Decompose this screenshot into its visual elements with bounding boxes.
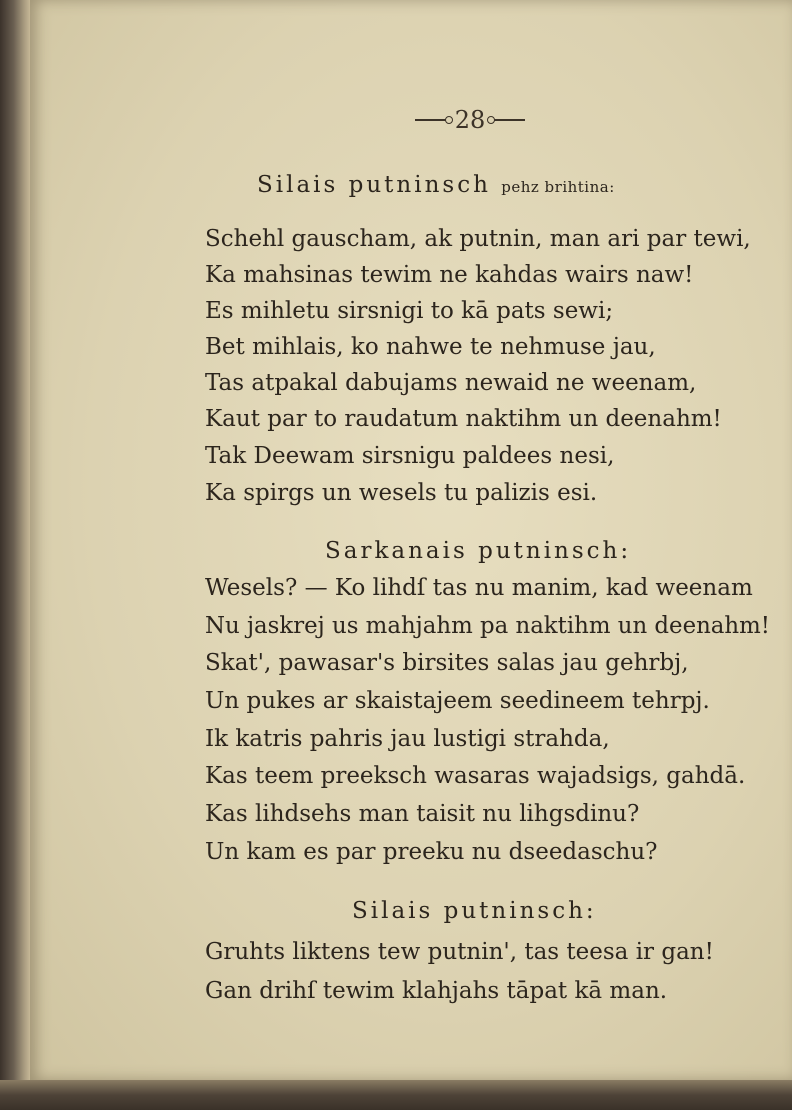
verse-line: Gruhts liktens tew putnin', tas teesa ir gan! bbox=[205, 939, 714, 965]
verse-line: Ka spirgs un wesels tu palizis esi. bbox=[205, 480, 598, 506]
speaker-name: Silais putninsch: bbox=[352, 898, 597, 924]
verse-line: Gan drihſ tewim klahjahs tāpat kā man. bbox=[205, 978, 668, 1004]
book-spine bbox=[0, 0, 30, 1110]
speaker-heading bbox=[257, 174, 615, 197]
verse-line: Ka mahsinas tewim ne kahdas wairs naw! bbox=[205, 262, 694, 288]
verse-line: Wesels? — Ko lihdſ tas nu manim, kad weenam bbox=[205, 575, 753, 601]
verse-line: Kas teem preeksch wasaras wajadsigs, gahdā. bbox=[205, 763, 746, 789]
verse-line: Schehl gauscham, ak putnin, man ari par tewi, bbox=[205, 226, 751, 252]
verse-line: Ik katris pahris jau lustigi strahda, bbox=[205, 726, 610, 752]
page-bottom-edge bbox=[0, 1080, 792, 1110]
verse-line: Tak Deewam sirsnigu paldees nesi, bbox=[205, 443, 615, 469]
speaker-heading bbox=[352, 900, 597, 923]
speaker-name: Silais putninsch bbox=[257, 172, 491, 198]
speaker-name: Sarkanais putninsch: bbox=[325, 538, 632, 564]
verse-line: Tas atpakal dabujams newaid ne weenam, bbox=[205, 370, 697, 396]
verse-line: Kas lihdsehs man taisit nu lihgsdinu? bbox=[205, 801, 640, 827]
page-number: 28 bbox=[454, 106, 486, 134]
verse-line: Es mihletu sirsnigi to kā pats sewi; bbox=[205, 298, 614, 324]
verse-line: Nu jaskrej us mahjahm pa naktihm un deenahm! bbox=[205, 613, 770, 639]
verse-line: Bet mihlais, ko nahwe te nehmuse jau, bbox=[205, 334, 656, 360]
verse-line: Un pukes ar skaistajeem seedineem tehrpj. bbox=[205, 688, 710, 714]
speaker-heading bbox=[325, 540, 631, 563]
verse-line: Kaut par to raudatum naktihm un deenahm! bbox=[205, 406, 722, 432]
verse-line: Un kam es par preeku nu dseedaschu? bbox=[205, 839, 658, 865]
ornament-left-dash bbox=[415, 119, 449, 121]
speaker-note: pehz brihtina: bbox=[501, 178, 615, 196]
ornament-right-dash bbox=[491, 119, 525, 121]
page-header bbox=[385, 102, 555, 138]
verse-line: Skat', pawasar's birsites salas jau gehrbj, bbox=[205, 650, 689, 676]
